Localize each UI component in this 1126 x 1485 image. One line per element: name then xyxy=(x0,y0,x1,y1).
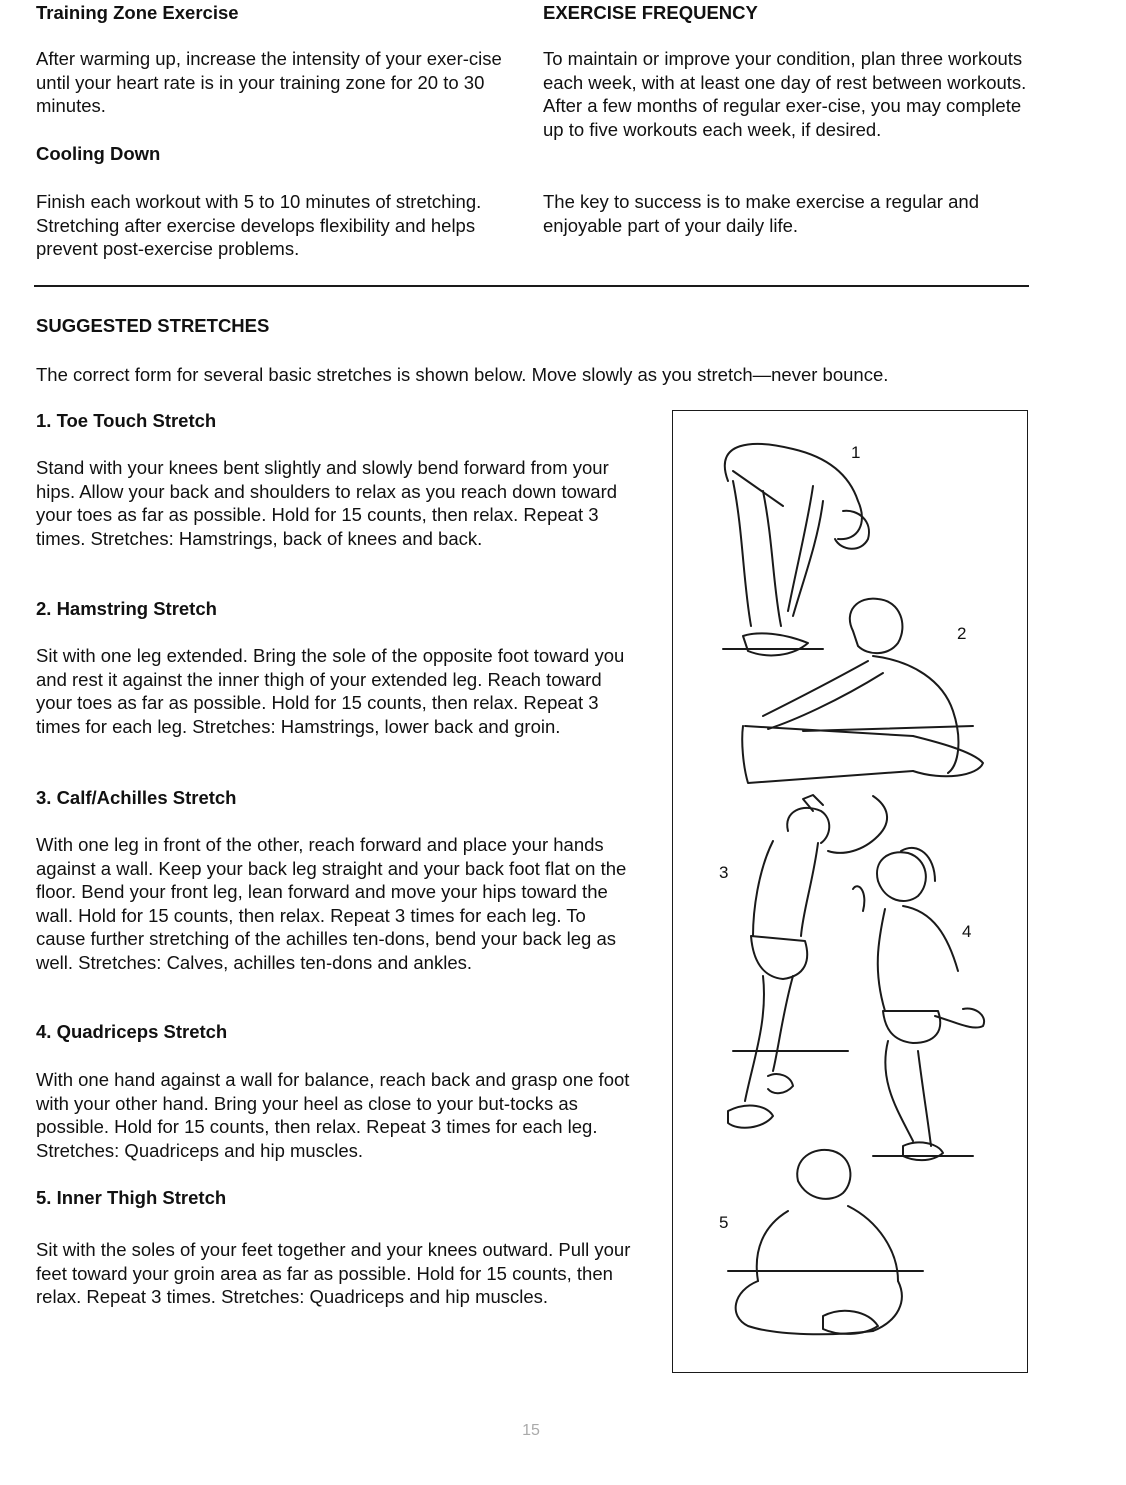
stretch-3-title: 3. Calf/Achilles Stretch xyxy=(36,787,237,808)
stretch-1-title: 1. Toe Touch Stretch xyxy=(36,410,217,431)
exercise-frequency-key: The key to success is to make exercise a regular and enjoyable part of your daily life. xyxy=(543,191,979,236)
figure-label-2: 2 xyxy=(957,624,967,643)
figure-label-5: 5 xyxy=(719,1213,729,1232)
stretch-1-body: Stand with your knees bent slightly and slowly bend forward from your hips. Allow your back and shoulders to relax as you reach down toward your toes as far as possible. Hold for 15 counts, then relax. Repeat 3 times. Stretches: Hamstrings, back of knees and back. xyxy=(36,457,618,549)
exercise-frequency-body: To maintain or improve your condition, plan three workouts each week, with at least one day of rest between workouts. After a few months of regular exer-cise, you may complete up to five workouts each week, if desired. xyxy=(543,48,1027,140)
section-divider xyxy=(34,285,1029,287)
stretch-2-title: 2. Hamstring Stretch xyxy=(36,598,217,619)
page-number: 15 xyxy=(522,1422,540,1439)
stretch-5-body: Sit with the soles of your feet together and your knees outward. Pull your feet toward your groin area as far as possible. Hold for 15 counts, then relax. Repeat 3 times. Stretches: Quadriceps and hip muscles. xyxy=(36,1239,631,1307)
stretch-3-body: With one leg in front of the other, reach forward and place your hands against a wall. Keep your back leg straight and your back foot flat on the floor. Bend your front leg, lean forward and move your hips toward the wall. Hold for 15 counts, then relax. Repeat 3 times for each leg. To cause further stretching of the achilles ten-dons, bend your back leg as well. Stretches: Calves, achilles ten-dons and ankles. xyxy=(36,834,627,973)
stretch-5-title: 5. Inner Thigh Stretch xyxy=(36,1187,227,1208)
calf-stretch-figure xyxy=(728,795,887,1128)
cooling-down-body: Finish each workout with 5 to 10 minutes of stretching. Stretching after exercise develops flexibility and helps prevent post-exercise problems. xyxy=(36,191,482,259)
inner-thigh-stretch-figure xyxy=(728,1150,923,1334)
exercise-frequency-heading: EXERCISE FREQUENCY xyxy=(543,2,758,23)
training-zone-body: After warming up, increase the intensity of your exer-cise until your heart rate is in your training zone for 20 to 30 minutes. xyxy=(36,48,502,116)
stretch-2-body: Sit with one leg extended. Bring the sole of the opposite foot toward you and rest it against the inner thigh of your extended leg. Reach toward your toes as far as possible. Hold for 15 counts, then relax. Repeat 3 times for each leg. Stretches: Hamstrings, lower back and groin. xyxy=(36,645,625,737)
figure-label-1: 1 xyxy=(851,443,861,462)
figure-label-4: 4 xyxy=(962,922,972,941)
stretch-4-title: 4. Quadriceps Stretch xyxy=(36,1021,228,1042)
toe-touch-figure xyxy=(723,444,869,655)
stretches-illustration-panel xyxy=(672,410,1028,1373)
stretch-4-body: With one hand against a wall for balance, reach back and grasp one foot with your other hand. Bring your heel as close to your but-tocks as possible. Hold for 15 counts, then relax. Repeat 3 times for each leg. Stretches: Quadriceps and hip muscles. xyxy=(36,1069,630,1161)
cooling-down-heading: Cooling Down xyxy=(36,143,161,164)
stretches-intro: The correct form for several basic stretches is shown below. Move slowly as you stretch—never bounce. xyxy=(36,364,889,385)
training-zone-heading: Training Zone Exercise xyxy=(36,2,239,23)
hamstring-stretch-figure xyxy=(742,599,983,783)
figure-label-3: 3 xyxy=(719,863,729,882)
stretches-heading: SUGGESTED STRETCHES xyxy=(36,315,270,336)
quadriceps-stretch-figure xyxy=(853,848,984,1160)
